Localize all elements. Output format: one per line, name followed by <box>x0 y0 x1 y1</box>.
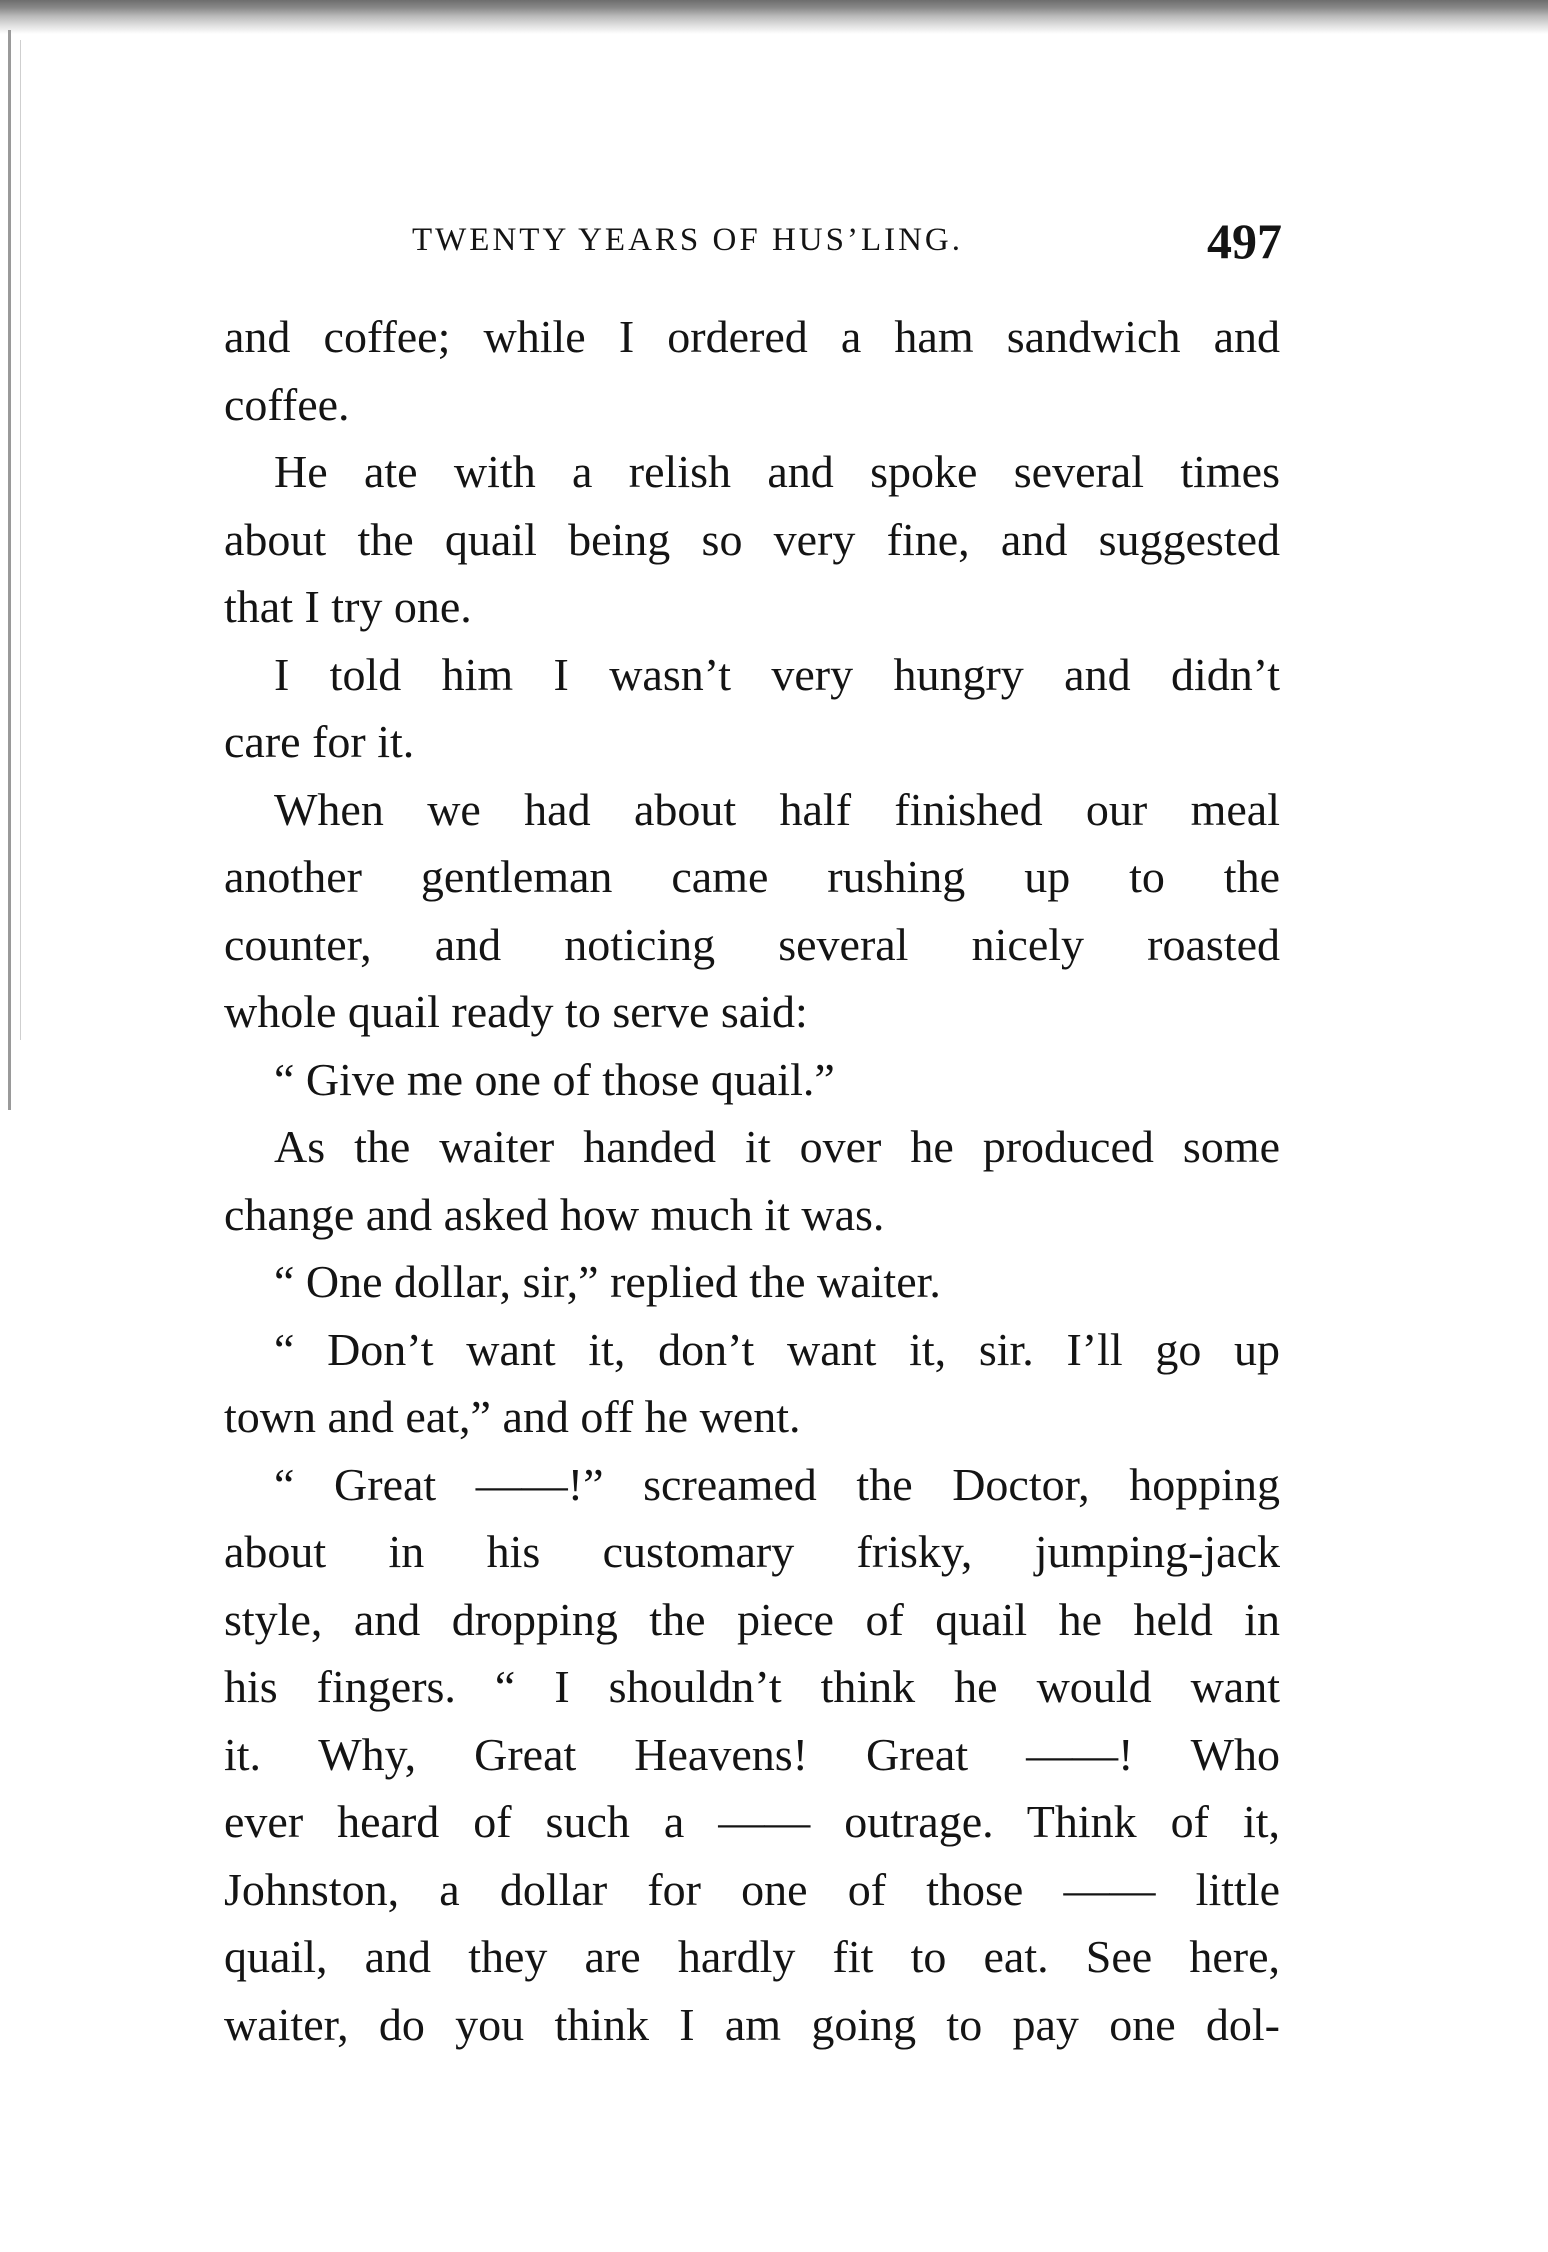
text-line: waiter, do you think I am going to pay one dol- <box>224 1998 1280 2050</box>
text-line: whole quail ready to serve said: <box>224 986 808 1037</box>
text-line: coffee. <box>224 378 350 430</box>
text-line: and coffee; while I ordered a ham sandwich and <box>224 311 1280 362</box>
text-line: change and asked how much it was. <box>224 1188 885 1240</box>
text-line: “ Don’t want it, don’t want it, sir. I’ll go up <box>274 1323 1280 1375</box>
text-line: counter, and noticing several nicely roasted <box>224 918 1280 970</box>
text-line: town and eat,” and off he went. <box>224 1391 801 1442</box>
scan-top-edge <box>0 0 1548 34</box>
body-text <box>224 303 1280 2058</box>
text-line: it. Why, Great Heavens! Great ——! Who <box>224 1728 1280 1780</box>
page-number: 497 <box>1207 213 1282 269</box>
text-line: When we had about half finished our meal <box>274 783 1280 835</box>
text-line: “ Give me one of those quail.” <box>274 1053 835 1105</box>
text-line: As the waiter handed it over he produced some <box>274 1121 1280 1172</box>
page-header <box>412 212 1282 272</box>
text-line: about in his customary frisky, jumping-jack <box>224 1526 1280 1577</box>
scan-left-edge <box>8 30 11 1110</box>
text-line: I told him I wasn’t very hungry and didn’t <box>274 648 1280 700</box>
text-line: He ate with a relish and spoke several times <box>274 446 1280 497</box>
text-line: care for it. <box>224 716 415 767</box>
text-line: another gentleman came rushing up to the <box>224 851 1280 902</box>
text-line: quail, and they are hardly fit to eat. See here, <box>224 1931 1280 1982</box>
text-line: ever heard of such a —— outrage. Think of it, <box>224 1796 1280 1847</box>
text-line: Johnston, a dollar for one of those —— little <box>224 1863 1280 1915</box>
running-head: TWENTY YEARS OF HUS’LING. <box>412 222 964 258</box>
text-line: “ Great ——!” screamed the Doctor, hopping <box>274 1458 1280 1510</box>
text-line: his fingers. “ I shouldn’t think he would want <box>224 1661 1280 1712</box>
text-line: about the quail being so very fine, and suggested <box>224 513 1280 565</box>
scan-gutter-line <box>20 40 21 1040</box>
text-line: style, and dropping the piece of quail he held in <box>224 1593 1280 1645</box>
text-line: “ One dollar, sir,” replied the waiter. <box>274 1256 941 1307</box>
text-line: that I try one. <box>224 581 472 632</box>
